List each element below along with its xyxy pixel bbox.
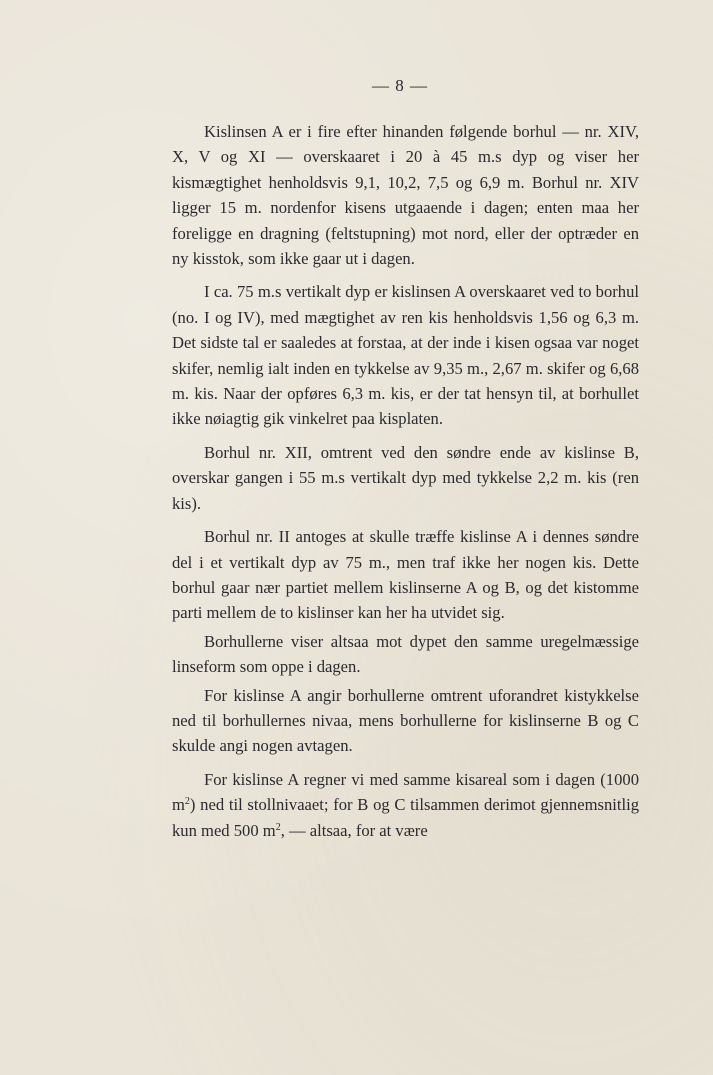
paragraph-7	[172, 767, 639, 843]
superscript-1: 2	[184, 796, 190, 808]
paragraph-5: Borhullerne viser altsaa mot dypet den samme uregelmæssige linseform som oppe i dagen.	[172, 631, 639, 677]
paragraph-1: Kislinsen A er i fire efter hinanden følgende borhul — nr. XIV, X, V og XI — overskaaret i 20 à 45 m.s dyp og viser her kismægtighet henholdsvis 9,1, 10,2, 7,5 og 6,9 m. Borhul nr. XIV ligger 15 m. nordenfor kisens utgaaende i dagen; enten maa her foreligge en dragning (feltstupning) mot nord, eller der optræder en ny kisstok, som ikke gaar ut i dagen.	[172, 122, 639, 269]
paragraph-7-part-1: For kislinse A regner vi med samme kisareal som i dagen (1000 m	[172, 769, 639, 815]
paragraph-7-part-2: ) ned til stollnivaaet; for B og C tilsammen derimot gjennemsnitlig kun med 500 m	[172, 795, 639, 840]
paragraph-7-part-3: , — altsaa, for at være	[280, 820, 428, 840]
superscript-2: 2	[275, 821, 281, 833]
body-text	[172, 119, 639, 851]
paragraph-3: Borhul nr. XII, omtrent ved den søndre ende av kislinse B, overskar gangen i 55 m.s vertikalt dyp med tykkelse 2,2 m. kis (ren kis).	[172, 442, 639, 513]
paragraph-4: Borhul nr. II antoges at skulle træffe kislinse A i dennes søndre del i et vertikalt dyp av 75 m., men traf ikke her nogen kis. Dette borhul gaar nær partiet mellem kislinserne A og B, og det kistomme parti mellem de to kislinser kan her ha utvidet sig.	[172, 527, 639, 623]
paragraph-2: I ca. 75 m.s vertikalt dyp er kislinsen A overskaaret ved to borhul (no. I og IV), med mægtighet av ren kis henholdsvis 1,56 og 6,3 m. Det sidste tal er saaledes at forstaa, at der inde i kisen ogsaa var noget skifer, nemlig ialt inden en tykkelse av 9,35 m., 2,67 m. skifer og 6,68 m. kis. Naar der opføres 6,3 m. kis, er der tat hensyn til, at borhullet ikke nøiagtig gik vinkelret paa kisplaten.	[172, 282, 639, 429]
paragraph-6: For kislinse A angir borhullerne omtrent uforandret kistykkelse ned til borhullernes nivaa, mens borhullerne for kislinserne B og C skulde angi nogen avtagen.	[172, 685, 639, 756]
page-number: — 8 —	[372, 76, 428, 95]
